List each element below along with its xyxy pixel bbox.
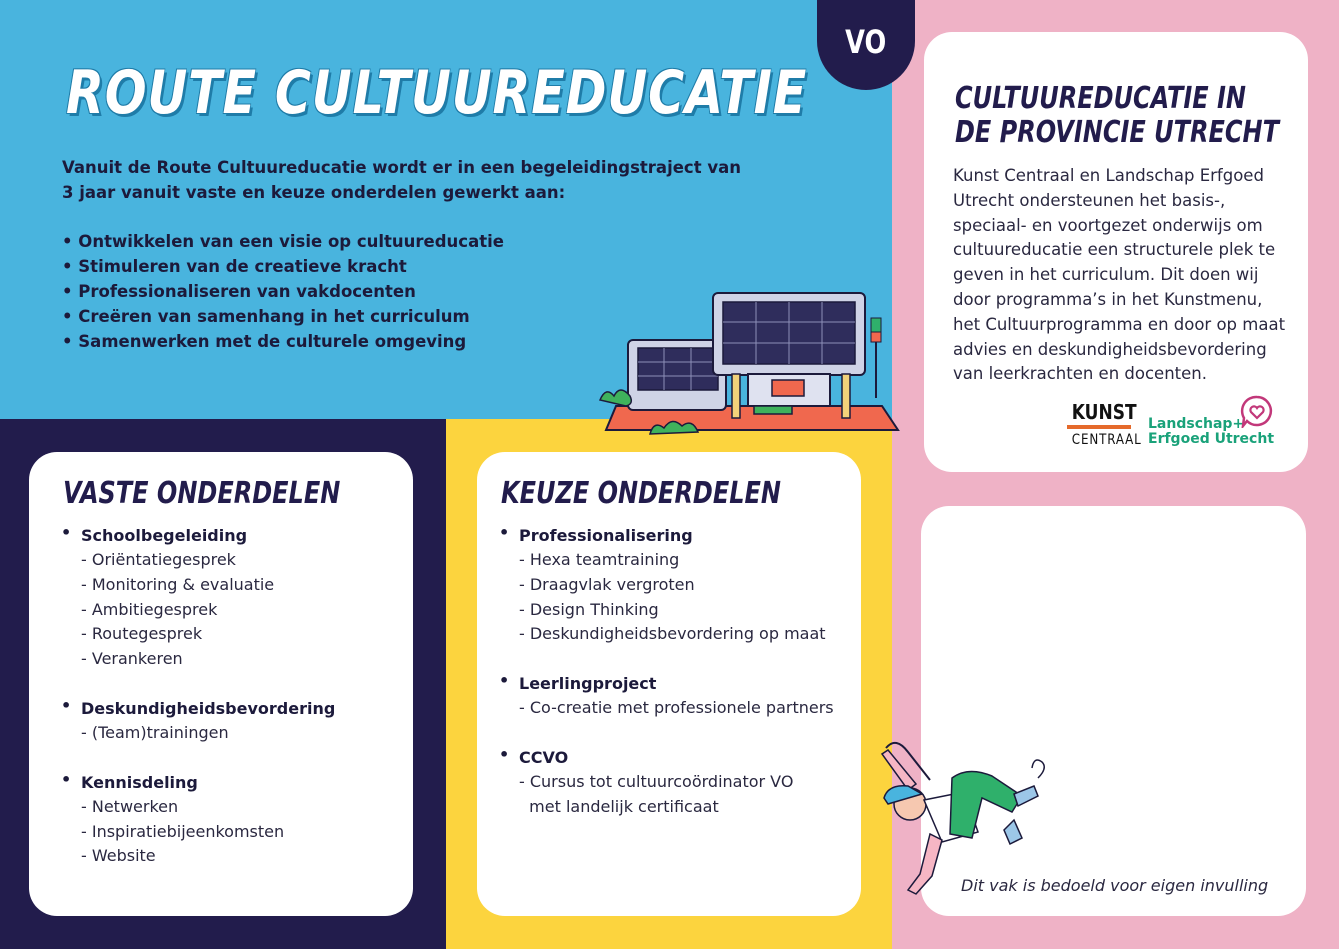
province-title <box>955 82 1279 150</box>
vaste-group-label: • Schoolbegeleiding <box>81 526 248 545</box>
keuze-group <box>499 745 854 820</box>
school-building-illustration <box>598 288 900 438</box>
keuze-group <box>499 671 854 721</box>
kunst-logo-bottom: CENTRAAL <box>1071 432 1142 448</box>
heart-speech-icon <box>1240 394 1274 428</box>
vaste-group-label: • Deskundigheidsbevordering <box>81 698 336 718</box>
keuze-group-label: • Professionalisering <box>519 526 693 545</box>
vaste-item: - Inspiratiebijeenkomsten <box>81 821 285 841</box>
intro-bullet: • Creëren van samenhang in het curriculum <box>62 304 762 329</box>
keuze-group-label: • Leerlingproject <box>519 674 657 694</box>
vaste-item: - (Team)trainingen <box>81 722 229 742</box>
intro-text-line2: 3 jaar vanuit vaste en keuze onderdelen gewerkt aan: <box>62 183 566 202</box>
intro-bullet: • Professionaliseren van vakdocenten <box>62 279 762 304</box>
vaste-list <box>61 523 401 893</box>
vaste-item: - Ambitiegesprek <box>81 599 218 619</box>
vaste-item: - Website <box>81 846 156 866</box>
page-title: ROUTE CULTUUREDUCATIE <box>66 58 808 128</box>
keuze-sublist <box>519 696 854 721</box>
kunst-logo-top: KUNST <box>1071 400 1137 424</box>
landschap-logo-line2: Erfgoed Utrecht <box>1148 431 1275 447</box>
keuze-list <box>499 523 854 844</box>
vaste-item: - Oriëntatiegesprek <box>81 550 236 569</box>
keuze-item: - Design Thinking <box>519 599 659 619</box>
keuze-item: - Hexa teamtraining <box>519 550 680 569</box>
vaste-sublist <box>81 721 401 746</box>
vaste-item: - Verankeren <box>81 649 183 669</box>
keuze-item: met landelijk certificaat <box>519 796 719 816</box>
keuze-group-label: • CCVO <box>519 747 569 767</box>
vaste-item: - Netwerken <box>81 796 179 816</box>
vaste-item: - Monitoring & evaluatie <box>81 574 275 594</box>
keuze-sublist <box>519 770 854 820</box>
keuze-item: - Co-creatie met professionele partners <box>519 698 834 718</box>
keuze-item: - Draagvlak vergroten <box>519 574 695 594</box>
vaste-group <box>61 696 401 746</box>
vo-badge-label: VO <box>845 23 887 61</box>
own-content-note: Dit vak is bedoeld voor eigen invulling <box>961 876 1269 895</box>
keuze-item: - Deskundigheidsbevordering op maat <box>519 624 826 644</box>
vaste-onderdelen-card <box>29 452 413 916</box>
vaste-sublist <box>81 548 401 672</box>
kunst-centraal-logo <box>1067 400 1142 448</box>
keuze-onderdelen-card <box>477 452 861 916</box>
intro-bullet: • Stimuleren van de creatieve kracht <box>62 254 762 279</box>
vaste-group <box>61 523 401 672</box>
keuze-sublist <box>519 548 854 647</box>
keuze-item: - Cursus tot cultuurcoördinator VO <box>519 771 794 791</box>
keuze-title: KEUZE ONDERDELEN <box>501 476 782 511</box>
keuze-group <box>499 523 854 647</box>
intro-text <box>62 155 762 205</box>
landschap-logo-line1: Landschap+ <box>1148 416 1245 432</box>
vaste-sublist <box>81 795 401 869</box>
vaste-title: VASTE ONDERDELEN <box>63 476 341 511</box>
vaste-item: - Routegesprek <box>81 624 203 644</box>
province-card <box>924 32 1308 472</box>
province-title-line1: CULTUUREDUCATIE IN <box>955 81 1247 116</box>
province-body: Kunst Centraal en Landschap Erfgoed Utrecht ondersteunen het basis-, speciaal- en voortgezet onderwijs om cultuureducatie een structurele plek te geven in het curriculum. Dit doen wij door programma’s in het Kunstmenu, het Cultuurprogramma en door op maat advies en deskundigheidsbevordering van leerkrachten en docenten. <box>953 166 1286 384</box>
intro-bullet: • Samenwerken met de culturele omgeving <box>62 329 762 354</box>
intro-text-line1: Vanuit de Route Cultuureducatie wordt er in een begeleidingstraject van <box>62 158 741 177</box>
vaste-group <box>61 770 401 869</box>
breakdancer-illustration <box>878 738 1060 898</box>
kunst-logo-bar <box>1067 425 1131 429</box>
vaste-group-label: • Kennisdeling <box>81 772 198 792</box>
intro-bullet: • Ontwikkelen van een visie op cultuureducatie <box>62 229 762 254</box>
province-title-line2: DE PROVINCIE UTRECHT <box>955 115 1279 150</box>
